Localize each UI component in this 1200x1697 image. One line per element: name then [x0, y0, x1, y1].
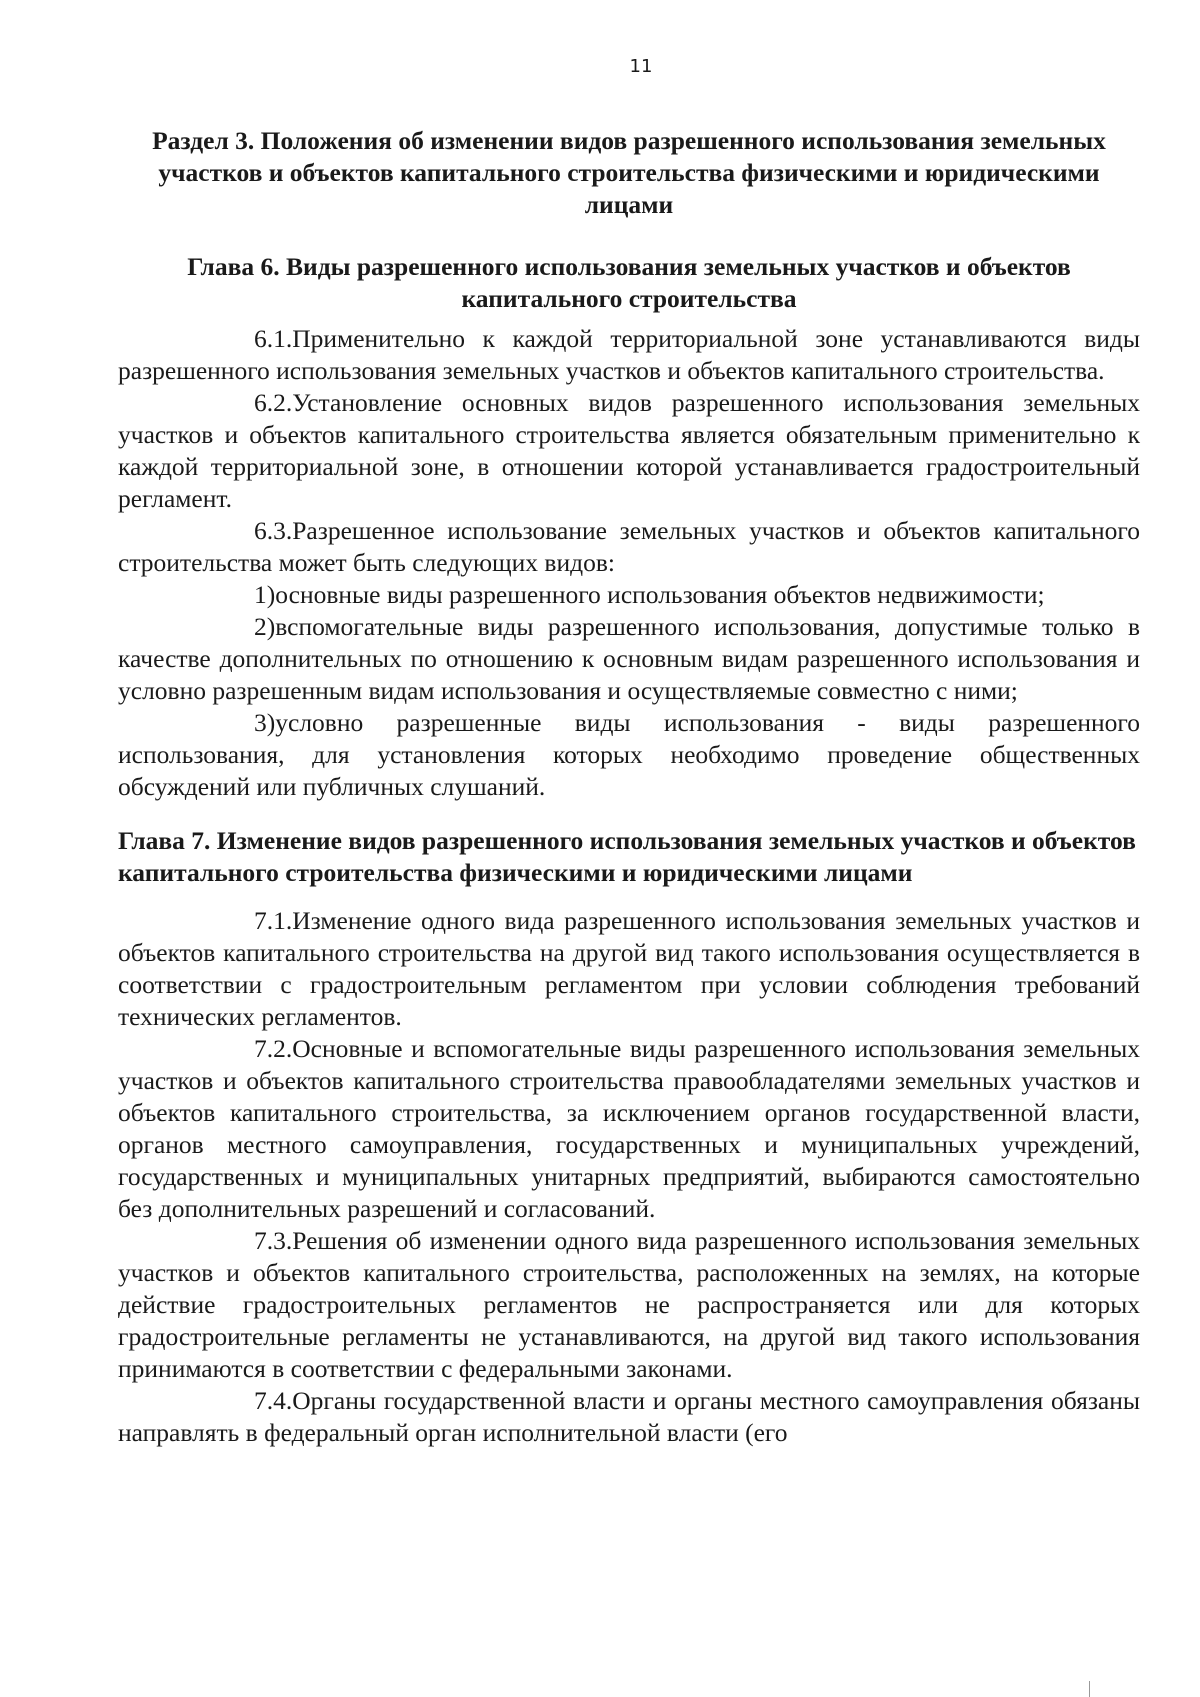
paragraph-number: 7.3. — [254, 1226, 293, 1255]
paragraph-7-1 — [118, 905, 1140, 1033]
paragraph-text: Изменение одного вида разрешенного использования земельных участков и объектов капитального строительства на другой вид такого использования осуществляется в соответствии с градостроительным регламентом при условии соблюдения требований технических регламентов. — [118, 906, 1140, 1031]
list-item-3 — [118, 707, 1140, 803]
paragraph-number: 7.4. — [254, 1386, 293, 1415]
list-item-number: 2) — [254, 612, 276, 641]
paragraph-number: 6.1. — [254, 324, 293, 353]
paragraph-6-1 — [118, 323, 1140, 387]
paragraph-6-2 — [118, 387, 1140, 515]
list-item-text: вспомогательные виды разрешенного использования, допустимые только в качестве дополнительных по отношению к основным видам разрешенного использования и условно разрешенным видам использования и осуществляемые совместно с ними; — [118, 612, 1140, 705]
list-item-text: основные виды разрешенного использования объектов недвижимости; — [275, 580, 1045, 609]
list-item-2 — [118, 611, 1140, 707]
paragraph-number: 6.3. — [254, 516, 293, 545]
paragraph-number: 6.2. — [254, 388, 293, 417]
chapter-6-title: Глава 6. Виды разрешенного использования земельных участков и объектов капитального строительства — [187, 252, 1071, 313]
paragraph-number: 7.1. — [254, 906, 293, 935]
list-item-text: условно разрешенные виды использования - виды разрешенного использования, для установления которых необходимо проведение общественных обсуждений или публичных слушаний. — [118, 708, 1140, 801]
paragraph-7-3 — [118, 1225, 1140, 1385]
paragraph-7-4 — [118, 1385, 1140, 1449]
list-item-1 — [118, 579, 1140, 611]
paragraph-text: Органы государственной власти и органы местного самоуправления обязаны направлять в федеральный орган исполнительной власти (его — [118, 1386, 1140, 1447]
paragraph-7-2 — [118, 1033, 1140, 1225]
paragraph-text: Основные и вспомогательные виды разрешенного использования земельных участков и объектов капитального строительства правообладателями земельных участков и объектов капитального строительства, за исключением органов государственной власти, органов местного самоуправления, государственных и муниципальных учреждений, государственных и муниципальных унитарных предприятий, выбираются самостоятельно без дополнительных разрешений и согласований. — [118, 1034, 1140, 1223]
chapter-7-title: Глава 7. Изменение видов разрешенного использования земельных участков и объектов капитального строительства физическими и юридическими лицами — [118, 826, 1136, 887]
list-item-number: 1) — [254, 580, 276, 609]
paragraph-text: Разрешенное использование земельных участков и объектов капитального строительства может быть следующих видов: — [118, 516, 1140, 577]
paragraph-text: Решения об изменении одного вида разрешенного использования земельных участков и объектов капитального строительства, расположенных на землях, на которые действие градостроительных регламентов не распространяется или для которых градостроительные регламенты не устанавливаются, на другой вид такого использования принимаются в соответствии с федеральными законами. — [118, 1226, 1140, 1383]
paragraph-text: Применительно к каждой территориальной зоне устанавливаются виды разрешенного использования земельных участков и объектов капитального строительства. — [118, 324, 1140, 385]
section-title: Раздел 3. Положения об изменении видов разрешенного использования земельных участков и объектов капитального строительства физическими и юридическими лицами — [152, 126, 1106, 219]
page-number: 11 — [629, 56, 653, 77]
list-item-number: 3) — [254, 708, 276, 737]
scan-edge-mark — [1089, 1681, 1090, 1697]
paragraph-number: 7.2. — [254, 1034, 293, 1063]
paragraph-text: Установление основных видов разрешенного использования земельных участков и объектов капитального строительства является обязательным применительно к каждой территориальной зоне, в отношении которой устанавливается градостроительный регламент. — [118, 388, 1140, 513]
paragraph-6-3 — [118, 515, 1140, 579]
